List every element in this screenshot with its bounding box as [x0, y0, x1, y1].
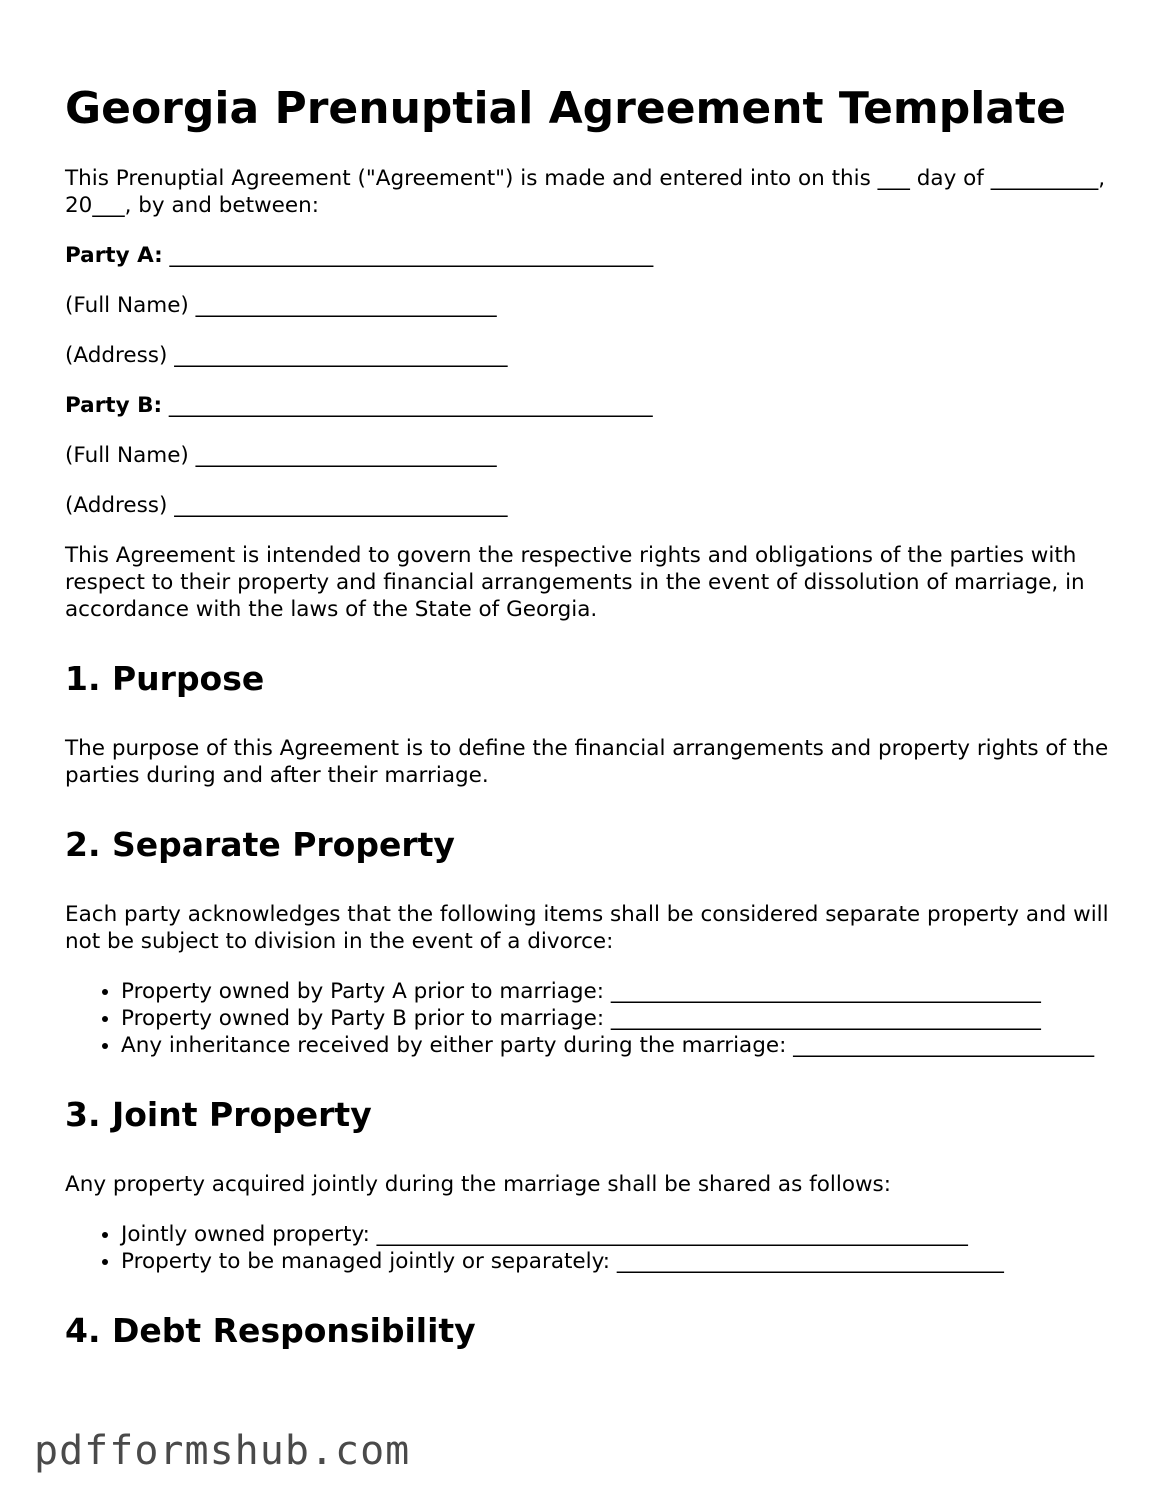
party-b-field: [65, 392, 1115, 419]
party-b-full-name-field: (Full Name) ____________________________: [65, 443, 497, 468]
section-purpose-body: The purpose of this Agreement is to define the financial arrangements and property rights of the parties during and after their marriage.: [65, 736, 1109, 788]
section-joint-heading: 3. Joint Property: [65, 1095, 372, 1134]
party-a-address-field: (Address) _______________________________: [65, 343, 508, 368]
section-joint-body: Any property acquired jointly during the marriage shall be shared as follows:: [65, 1172, 891, 1197]
section-separate-body: Each party acknowledges that the following items shall be considered separate property and will not be subject to division in the event of a divorce:: [65, 902, 1109, 954]
joint-property-list: [65, 1221, 1115, 1275]
party-a-field: [65, 242, 1115, 269]
party-a-blank: _____________________________________________: [162, 243, 654, 268]
list-item: • Property owned by Party A prior to marriage: ________________________________________: [121, 978, 1115, 1005]
list-item: • Property to be managed jointly or separately: ____________________________________: [121, 1248, 1115, 1275]
section-separate-heading: 2. Separate Property: [65, 825, 455, 864]
separate-property-list: [65, 978, 1115, 1059]
party-b-blank: _____________________________________________: [162, 393, 653, 418]
list-item: • Any inheritance received by either party during the marriage: ____________________________: [121, 1032, 1115, 1059]
scope-paragraph: This Agreement is intended to govern the respective rights and obligations of the parties with respect to their property and financial arrangements in the event of dissolution of marriage, in accordance with the laws of the State of Georgia.: [65, 543, 1085, 622]
intro-paragraph: This Prenuptial Agreement ("Agreement") is made and entered into on this ___ day of __________, 20___, by and between:: [65, 166, 1106, 218]
list-item: • Property owned by Party B prior to marriage: ________________________________________: [121, 1005, 1115, 1032]
list-item: • Jointly owned property: _______________________________________________________: [121, 1221, 1115, 1248]
section-purpose-heading: 1. Purpose: [65, 659, 265, 698]
party-a-label: Party A:: [65, 243, 163, 268]
watermark: pdfformshub.com: [34, 1428, 411, 1474]
document-page: [65, 82, 1115, 1387]
party-a-full-name-field: (Full Name) ____________________________: [65, 293, 497, 318]
party-b-label: Party B:: [65, 393, 163, 418]
section-debt-heading: 4. Debt Responsibility: [65, 1311, 476, 1350]
page-title: Georgia Prenuptial Agreement Template: [65, 83, 1066, 134]
party-b-address-field: (Address) _______________________________: [65, 493, 508, 518]
